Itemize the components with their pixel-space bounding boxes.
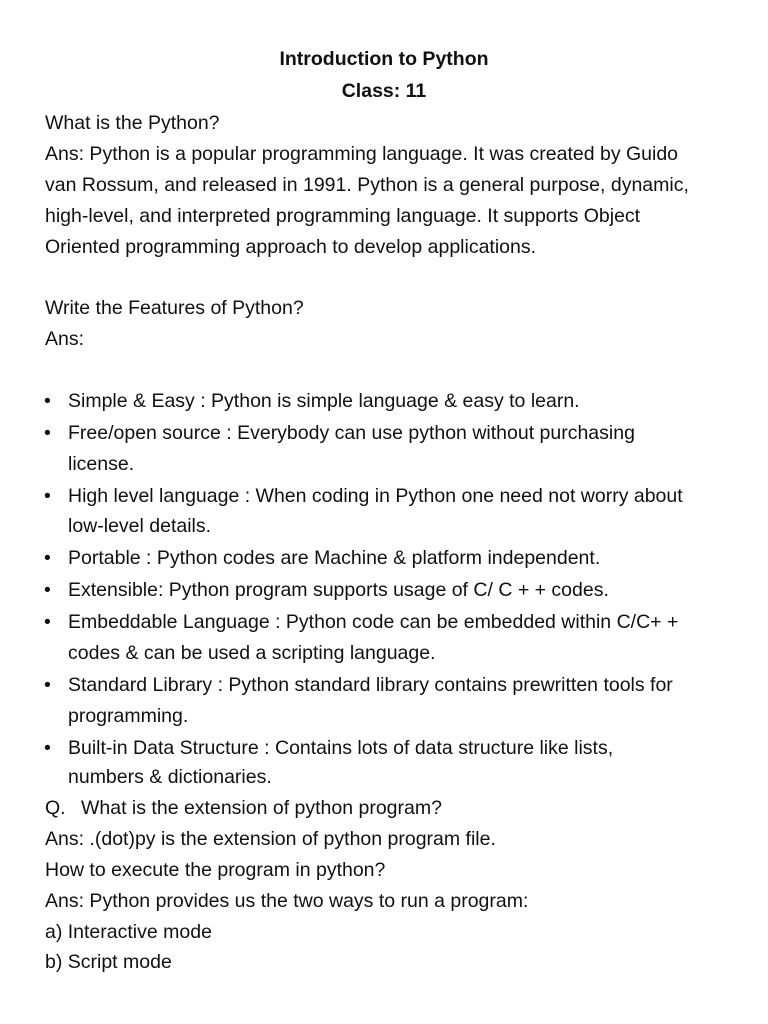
question-text: What is the extension of python program?	[81, 797, 442, 819]
document-class: Class: 11	[341, 80, 427, 102]
feature-item: Built-in Data Structure : Contains lots of data structure like lists,	[68, 737, 614, 759]
bullet-icon: •	[44, 611, 51, 633]
bullet-icon: •	[44, 547, 51, 569]
answer-label: Ans:	[45, 328, 85, 350]
feature-item-continued: codes & can be used a scripting language.	[68, 642, 436, 664]
feature-item: Portable : Python codes are Machine & platform independent.	[68, 547, 601, 569]
feature-item: Embeddable Language : Python code can be embedded within C/C+ +	[68, 611, 679, 633]
mode-option: a) Interactive mode	[45, 921, 212, 943]
answer-line: high-level, and interpreted programming language. It supports Object	[45, 205, 641, 227]
question-prefix: Q.	[45, 797, 66, 819]
feature-item-continued: numbers & dictionaries.	[68, 766, 272, 788]
question-features: Write the Features of Python?	[45, 297, 304, 319]
bullet-icon: •	[44, 485, 51, 507]
answer-line: Oriented programming approach to develop applications.	[45, 236, 537, 258]
mode-option: b) Script mode	[45, 951, 172, 973]
bullet-icon: •	[44, 737, 51, 759]
answer-extension: Ans: .(dot)py is the extension of python program file.	[45, 828, 496, 850]
feature-item-continued: license.	[68, 453, 135, 475]
feature-item-continued: low-level details.	[68, 515, 212, 537]
question-what-is-python: What is the Python?	[45, 112, 220, 134]
feature-item: High level language : When coding in Python one need not worry about	[68, 485, 683, 507]
feature-item: Standard Library : Python standard library contains prewritten tools for	[68, 674, 673, 696]
document-title: Introduction to Python	[279, 48, 489, 70]
question-execute: How to execute the program in python?	[45, 859, 386, 881]
answer-line: Ans: Python is a popular programming language. It was created by Guido	[45, 143, 679, 165]
feature-item-continued: programming.	[68, 705, 189, 727]
bullet-icon: •	[44, 390, 51, 412]
answer-execute: Ans: Python provides us the two ways to run a program:	[45, 890, 529, 912]
feature-item: Simple & Easy : Python is simple language & easy to learn.	[68, 390, 580, 412]
feature-item: Extensible: Python program supports usage of C/ C + + codes.	[68, 579, 609, 601]
question-extension	[45, 796, 442, 820]
bullet-icon: •	[44, 674, 51, 696]
answer-line: van Rossum, and released in 1991. Python is a general purpose, dynamic,	[45, 174, 689, 196]
feature-item: Free/open source : Everybody can use python without purchasing	[68, 422, 635, 444]
bullet-icon: •	[44, 422, 51, 444]
bullet-icon: •	[44, 579, 51, 601]
